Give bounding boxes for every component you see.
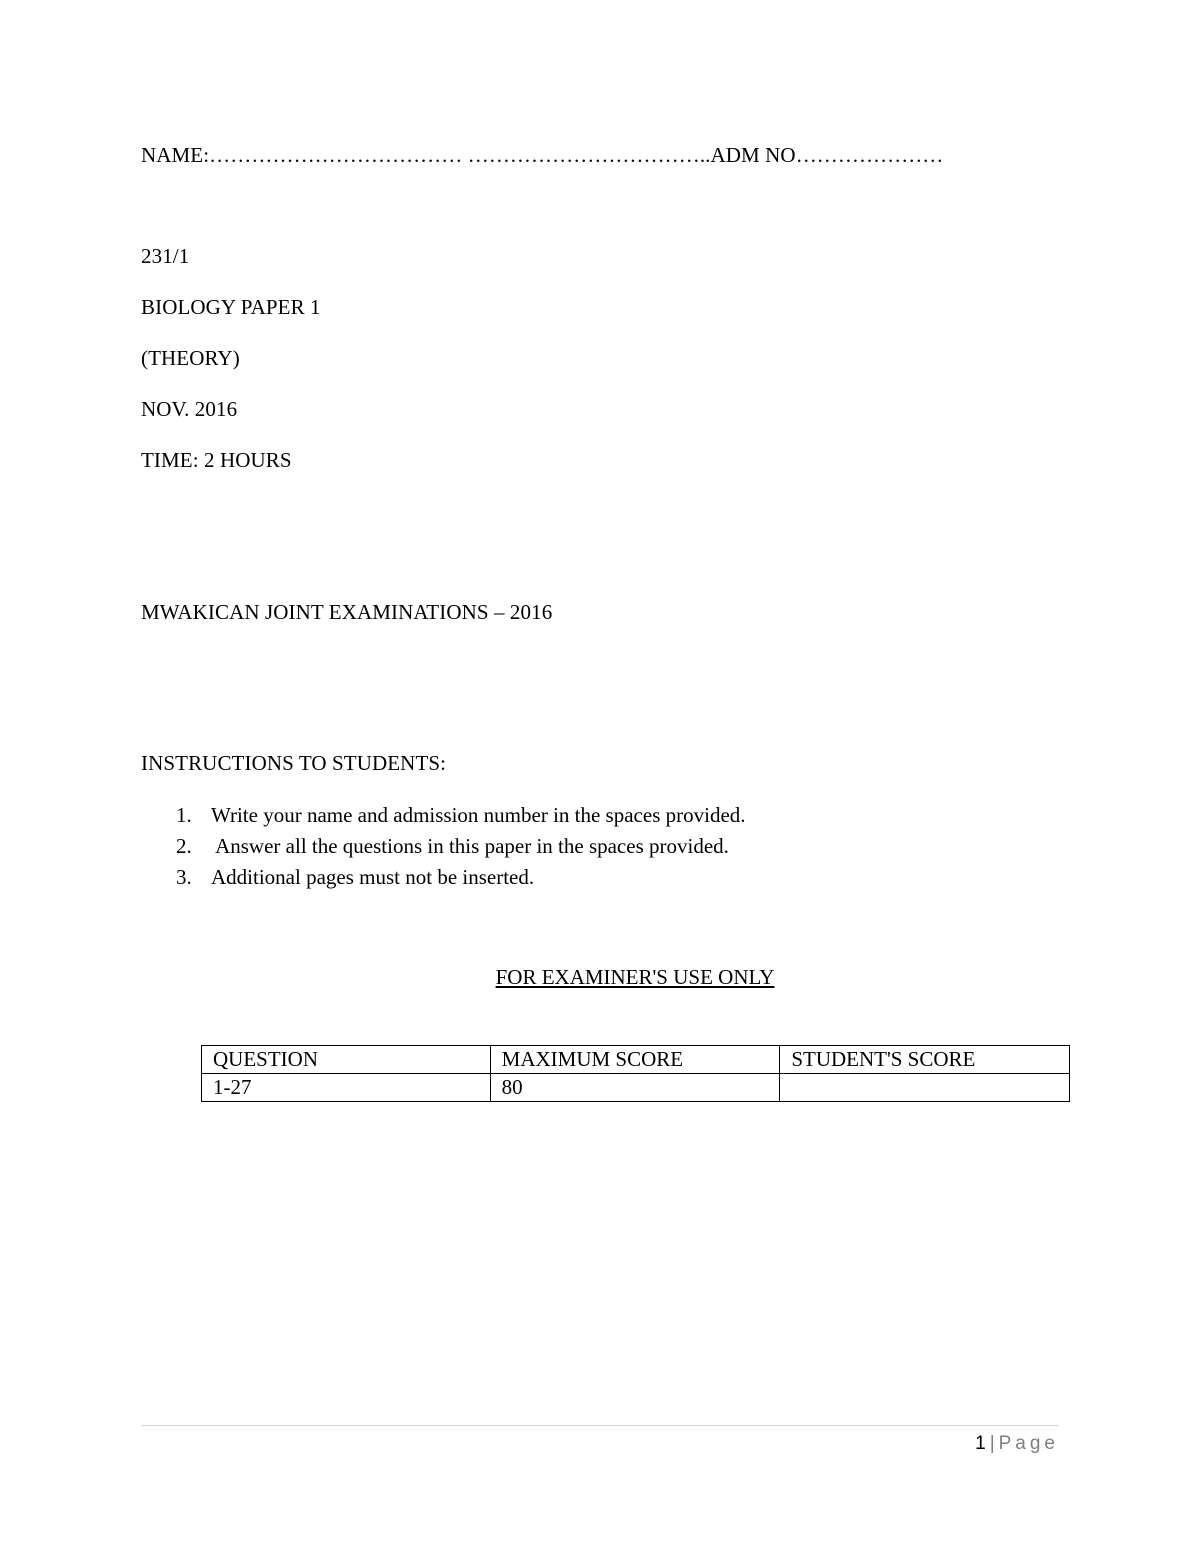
paper-code: 231/1 bbox=[141, 244, 190, 268]
instructions-list bbox=[141, 800, 746, 893]
instructions-heading: INSTRUCTIONS TO STUDENTS: bbox=[141, 751, 447, 775]
paper-type: (THEORY) bbox=[141, 346, 240, 370]
instruction-item bbox=[141, 800, 746, 831]
cell-maximum-score: 80 bbox=[490, 1074, 780, 1102]
instruction-number: 2. bbox=[176, 834, 192, 858]
footer-separator: | bbox=[989, 1433, 995, 1454]
paper-date: NOV. 2016 bbox=[141, 397, 238, 421]
table-header-row bbox=[202, 1046, 1070, 1074]
instruction-text: Answer all the questions in this paper in the spaces provided. bbox=[211, 834, 729, 858]
page-footer bbox=[975, 1433, 1059, 1455]
paper-time: TIME: 2 HOURS bbox=[141, 448, 292, 472]
table-row bbox=[202, 1074, 1070, 1102]
score-table bbox=[201, 1045, 1070, 1102]
instruction-text: Additional pages must not be inserted. bbox=[211, 865, 535, 889]
instruction-number: 3. bbox=[176, 865, 192, 889]
name-adm-line: NAME:……………………………… ……………………………..ADM NO………………… bbox=[141, 143, 944, 167]
column-header-students-score: STUDENT'S SCORE bbox=[780, 1046, 1070, 1074]
column-header-question: QUESTION bbox=[202, 1046, 491, 1074]
instruction-item bbox=[141, 831, 746, 862]
page-label: Page bbox=[998, 1433, 1059, 1454]
footer-divider bbox=[141, 1425, 1059, 1426]
page-number: 1 bbox=[975, 1433, 986, 1454]
instruction-text: Write your name and admission number in the spaces provided. bbox=[211, 803, 746, 827]
cell-students-score[interactable] bbox=[780, 1074, 1070, 1102]
instruction-item bbox=[141, 862, 746, 893]
column-header-maximum-score: MAXIMUM SCORE bbox=[490, 1046, 780, 1074]
cell-question-range: 1-27 bbox=[202, 1074, 491, 1102]
exam-title: MWAKICAN JOINT EXAMINATIONS – 2016 bbox=[141, 600, 553, 624]
paper-subject: BIOLOGY PAPER 1 bbox=[141, 295, 321, 319]
examiner-use-title: FOR EXAMINER'S USE ONLY bbox=[495, 965, 775, 989]
instruction-number: 1. bbox=[176, 803, 192, 827]
